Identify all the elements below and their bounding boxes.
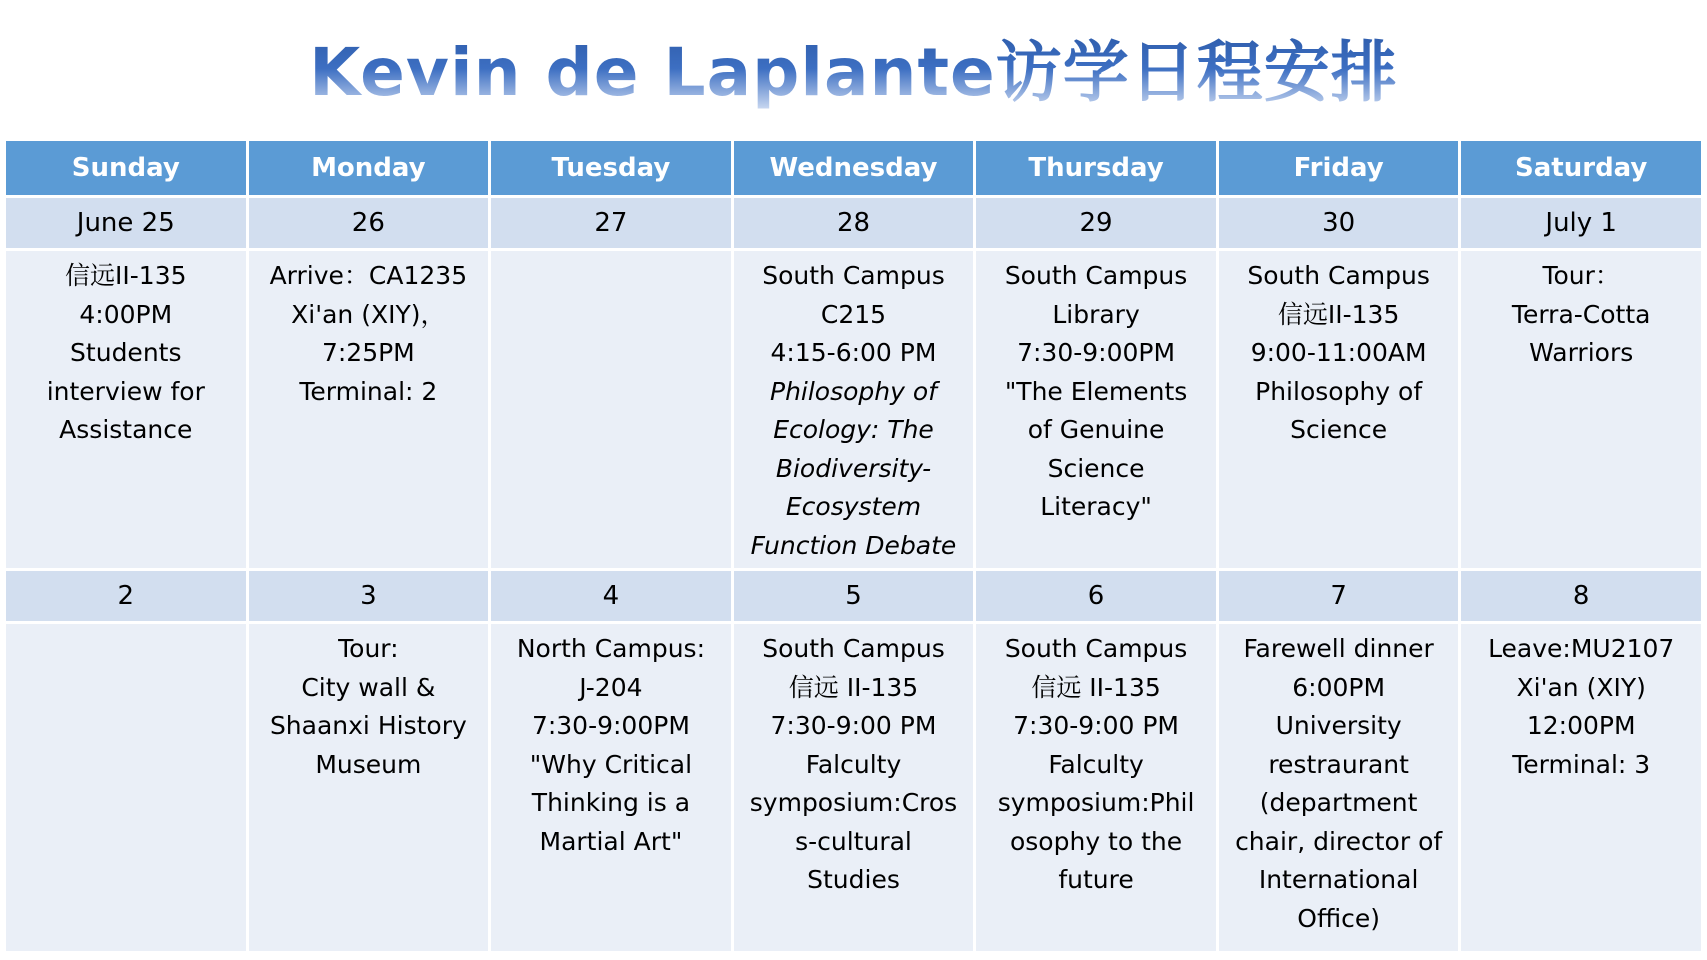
event-line: Students: [70, 338, 182, 367]
event-line: of Genuine: [1027, 415, 1165, 444]
event-line: symposium:Phil: [997, 788, 1195, 817]
event-line: South Campus: [1247, 261, 1430, 290]
event-line: 4:00PM: [79, 299, 173, 329]
weekday-header-sunday: Sunday: [6, 141, 246, 195]
event-cell: [976, 624, 1216, 951]
event-line: Xi'an (XIY)，: [291, 299, 446, 329]
event-line: Ecology: The: [773, 415, 934, 444]
schedule-calendar: [6, 141, 1701, 941]
event-line: Biodiversity-: [775, 453, 932, 483]
event-line: C215: [820, 299, 887, 329]
event-line: 信远 II-135: [1031, 672, 1161, 702]
event-line: Science: [1290, 415, 1388, 444]
event-line: South Campus: [1004, 634, 1188, 663]
event-line: 7:25PM: [321, 338, 415, 367]
event-line: University: [1275, 711, 1402, 740]
event-line: Assistance: [59, 415, 193, 444]
weekday-header-wednesday: Wednesday: [734, 141, 974, 195]
title-bar: [0, 28, 1707, 128]
event-line: symposium:Cros: [749, 788, 958, 817]
event-cell: [734, 624, 974, 951]
event-line: chair, director of: [1235, 826, 1443, 856]
event-line: South Campus: [1004, 261, 1188, 290]
date-cell: 30: [1219, 198, 1459, 248]
event-cell: [249, 624, 489, 951]
date-cell: 2: [6, 571, 246, 621]
event-line: Ecosystem: [785, 492, 922, 521]
event-line: Xi'an (XIY): [1516, 672, 1646, 702]
event-line: 7:30-9:00PM: [531, 711, 690, 740]
date-cell: July 1: [1461, 198, 1701, 248]
event-line: Science: [1047, 453, 1145, 483]
event-line: "Why Critical: [529, 749, 693, 779]
event-line: City wall &: [301, 672, 436, 702]
date-cell: 6: [976, 571, 1216, 621]
event-line: Office): [1297, 903, 1380, 933]
event-line: Tour：: [1542, 261, 1620, 290]
date-cell: 8: [1461, 571, 1701, 621]
event-line: Library: [1052, 299, 1140, 329]
event-line: 7:30-9:00 PM: [1013, 711, 1180, 740]
event-line: 6:00PM: [1292, 672, 1386, 702]
date-cell: 7: [1219, 571, 1459, 621]
event-line: future: [1058, 865, 1134, 894]
event-line: Museum: [315, 749, 422, 779]
event-line: Martial Art": [539, 826, 683, 856]
event-line: restraurant: [1268, 749, 1409, 779]
event-cell: [1461, 624, 1701, 951]
event-cell: [491, 251, 731, 568]
event-line: Shaanxi History: [269, 711, 467, 740]
event-line: 信远 II-135: [788, 672, 919, 702]
date-cell: 26: [249, 198, 489, 248]
event-line: 信远II-135: [65, 261, 187, 290]
event-cell: [491, 624, 731, 951]
event-line: 信远II-135: [1277, 299, 1400, 329]
weekday-header-monday: Monday: [249, 141, 489, 195]
event-cell: [249, 251, 489, 568]
event-line: Philosophy of: [1255, 376, 1423, 406]
event-line: s-cultural: [795, 826, 912, 856]
event-line: 9:00-11:00AM: [1250, 338, 1427, 367]
event-line: Literacy": [1040, 492, 1152, 521]
date-cell: 5: [734, 571, 974, 621]
event-cell: [734, 251, 974, 568]
date-cell: June 25: [6, 198, 246, 248]
date-cell: 3: [249, 571, 489, 621]
weekday-header-saturday: Saturday: [1461, 141, 1701, 195]
event-line: Function Debate: [750, 530, 957, 560]
event-line: Philosophy of: [770, 376, 937, 406]
event-line: North Campus:: [516, 634, 705, 663]
date-cell: 29: [976, 198, 1216, 248]
event-cell: [1219, 624, 1459, 951]
event-line: 7:30-9:00PM: [1017, 338, 1176, 367]
date-cell: 27: [491, 198, 731, 248]
event-line: interview for: [46, 376, 205, 406]
event-line: 4:15-6:00 PM: [770, 338, 937, 367]
event-cell: [1219, 251, 1459, 568]
event-line: osophy to the: [1009, 826, 1183, 856]
event-cell: [976, 251, 1216, 568]
weekday-header-tuesday: Tuesday: [491, 141, 731, 195]
date-cell: 28: [734, 198, 974, 248]
event-cell: [1461, 251, 1701, 568]
event-line: Warriors: [1529, 338, 1634, 367]
event-line: 7:30-9:00 PM: [770, 711, 937, 740]
event-line: Falculty: [805, 749, 902, 779]
event-line: Falculty: [1048, 749, 1144, 779]
weekday-header-friday: Friday: [1219, 141, 1459, 195]
event-line: Tour:: [338, 634, 399, 663]
event-cell: [6, 624, 246, 951]
event-line: Terra-Cotta: [1511, 299, 1651, 329]
weekday-header-thursday: Thursday: [976, 141, 1216, 195]
event-line: Terminal: 2: [299, 376, 438, 406]
event-line: Leave:MU2107: [1488, 634, 1675, 663]
event-line: (department: [1259, 788, 1418, 817]
event-line: Arrive：CA1235: [269, 261, 468, 290]
event-line: Terminal: 3: [1512, 749, 1651, 779]
event-line: South Campus: [762, 634, 945, 663]
event-line: Farewell dinner: [1243, 634, 1434, 663]
event-line: 12:00PM: [1526, 711, 1636, 740]
event-line: J-204: [579, 672, 643, 702]
page-title: Kevin de Laplante访学日程安排: [309, 28, 1398, 118]
date-cell: 4: [491, 571, 731, 621]
event-line: Thinking is a: [531, 788, 691, 817]
event-line: South Campus: [762, 261, 945, 290]
event-line: "The Elements: [1004, 376, 1188, 406]
event-line: International: [1258, 865, 1419, 894]
event-line: Studies: [807, 865, 900, 894]
event-cell: [6, 251, 246, 568]
